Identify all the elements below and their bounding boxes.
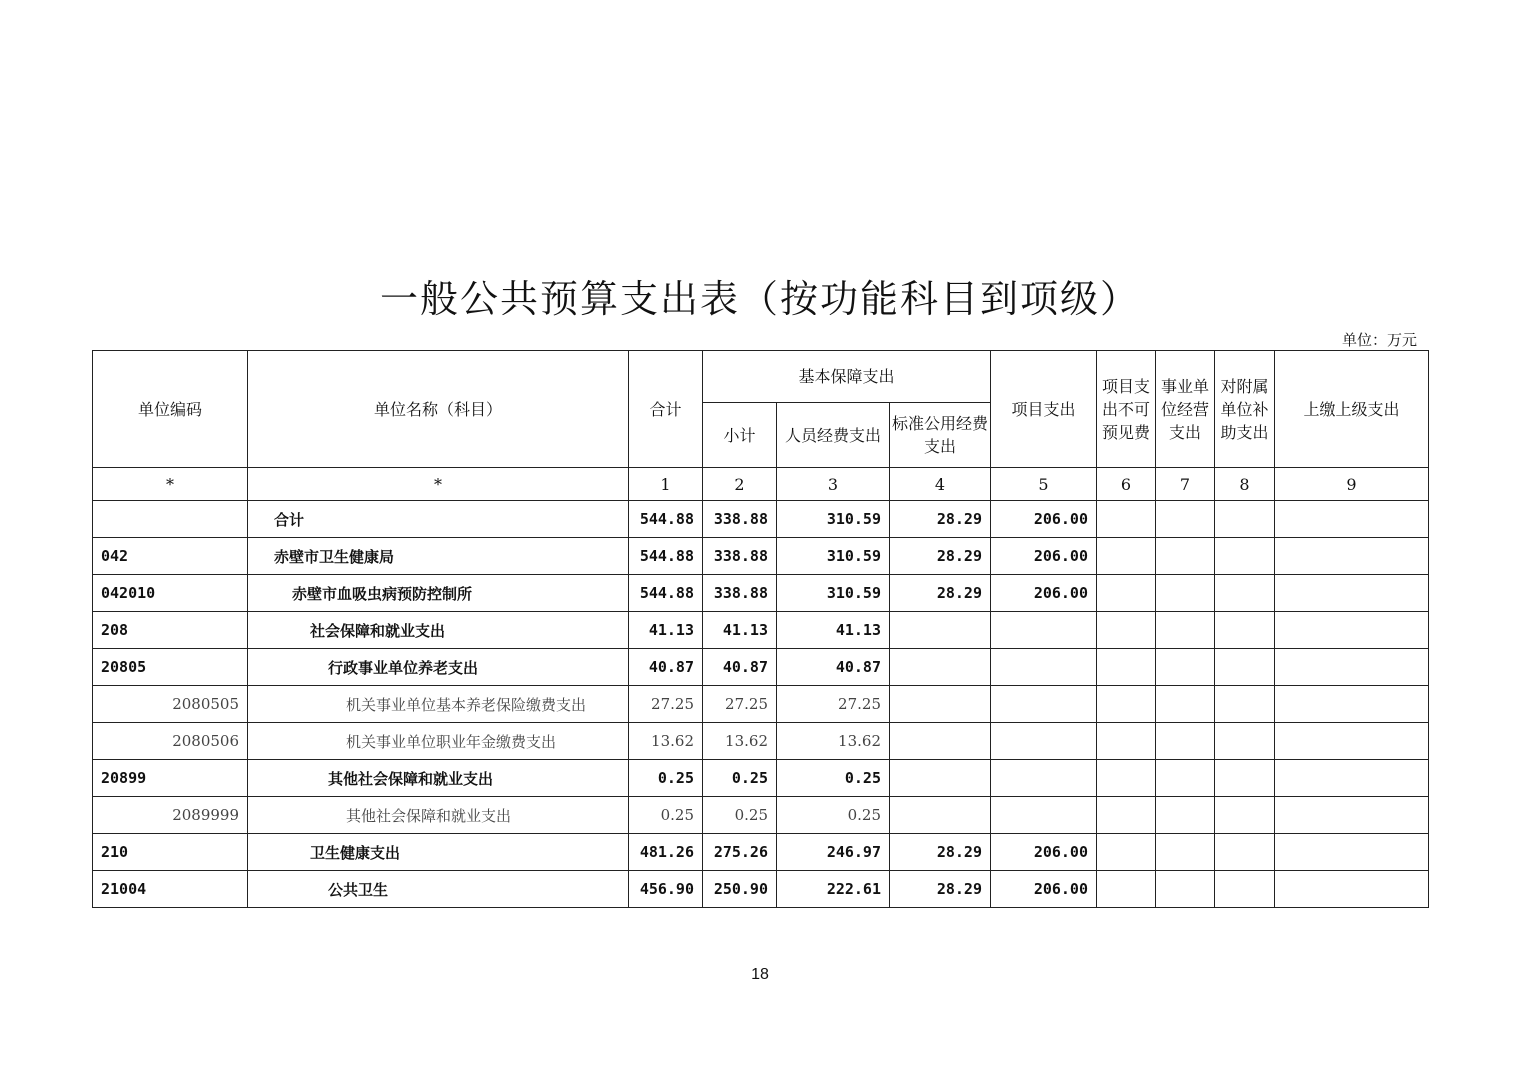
cell-name: 赤壁市卫生健康局 xyxy=(248,538,629,575)
table-row xyxy=(93,612,1429,649)
cell-empty xyxy=(1097,797,1156,834)
cell-code: 042010 xyxy=(93,575,248,612)
cell-name: 赤壁市血吸虫病预防控制所 xyxy=(248,575,629,612)
cell-empty xyxy=(1156,575,1215,612)
cell-total: 544.88 xyxy=(629,575,703,612)
cell-personnel: 0.25 xyxy=(777,797,890,834)
cell-code: 2080505 xyxy=(93,686,248,723)
index-cell: 8 xyxy=(1215,468,1275,501)
cell-name: 其他社会保障和就业支出 xyxy=(248,797,629,834)
cell-project: 206.00 xyxy=(991,538,1097,575)
cell-standard xyxy=(890,686,991,723)
cell-name: 机关事业单位基本养老保险缴费支出 xyxy=(248,686,629,723)
cell-empty xyxy=(1275,686,1429,723)
cell-project: 206.00 xyxy=(991,575,1097,612)
index-cell: 6 xyxy=(1097,468,1156,501)
cell-project xyxy=(991,723,1097,760)
cell-code: 20805 xyxy=(93,649,248,686)
cell-standard: 28.29 xyxy=(890,501,991,538)
index-cell: 7 xyxy=(1156,468,1215,501)
table-row xyxy=(93,686,1429,723)
cell-standard: 28.29 xyxy=(890,871,991,908)
cell-code: 2080506 xyxy=(93,723,248,760)
cell-personnel: 13.62 xyxy=(777,723,890,760)
cell-subtotal: 41.13 xyxy=(703,612,777,649)
table-row xyxy=(93,649,1429,686)
cell-standard: 28.29 xyxy=(890,575,991,612)
cell-empty xyxy=(1215,760,1275,797)
cell-empty xyxy=(1215,501,1275,538)
index-cell: 1 xyxy=(629,468,703,501)
header-row-1 xyxy=(93,351,1429,403)
cell-total: 544.88 xyxy=(629,501,703,538)
cell-empty xyxy=(1097,834,1156,871)
cell-empty xyxy=(1097,723,1156,760)
cell-empty xyxy=(1275,575,1429,612)
header-name: 单位名称（科目） xyxy=(248,351,629,468)
cell-empty xyxy=(1097,501,1156,538)
cell-empty xyxy=(1097,612,1156,649)
cell-total: 27.25 xyxy=(629,686,703,723)
table-row xyxy=(93,871,1429,908)
index-cell: 2 xyxy=(703,468,777,501)
index-cell: 9 xyxy=(1275,468,1429,501)
cell-subtotal: 13.62 xyxy=(703,723,777,760)
cell-name: 卫生健康支出 xyxy=(248,834,629,871)
cell-project xyxy=(991,649,1097,686)
cell-personnel: 40.87 xyxy=(777,649,890,686)
cell-subtotal: 250.90 xyxy=(703,871,777,908)
cell-empty xyxy=(1215,871,1275,908)
index-cell: 5 xyxy=(991,468,1097,501)
cell-project xyxy=(991,760,1097,797)
cell-standard xyxy=(890,723,991,760)
cell-empty xyxy=(1275,538,1429,575)
table-row xyxy=(93,797,1429,834)
cell-empty xyxy=(1156,871,1215,908)
cell-personnel: 246.97 xyxy=(777,834,890,871)
cell-project xyxy=(991,612,1097,649)
cell-empty xyxy=(1097,649,1156,686)
cell-empty xyxy=(1156,538,1215,575)
table-row xyxy=(93,501,1429,538)
cell-project: 206.00 xyxy=(991,871,1097,908)
cell-name: 机关事业单位职业年金缴费支出 xyxy=(248,723,629,760)
cell-project xyxy=(991,686,1097,723)
table-row xyxy=(93,723,1429,760)
cell-empty xyxy=(1097,760,1156,797)
header-upper: 上缴上级支出 xyxy=(1275,351,1429,468)
cell-personnel: 310.59 xyxy=(777,501,890,538)
cell-personnel: 222.61 xyxy=(777,871,890,908)
cell-code: 20899 xyxy=(93,760,248,797)
header-unforeseen: 项目支出不可预见费 xyxy=(1097,351,1156,468)
cell-empty xyxy=(1215,797,1275,834)
cell-code: 042 xyxy=(93,538,248,575)
cell-empty xyxy=(1275,649,1429,686)
cell-project xyxy=(991,797,1097,834)
cell-subtotal: 0.25 xyxy=(703,797,777,834)
cell-standard xyxy=(890,649,991,686)
cell-name: 行政事业单位养老支出 xyxy=(248,649,629,686)
header-personnel: 人员经费支出 xyxy=(777,403,890,468)
header-subsidy: 对附属单位补助支出 xyxy=(1215,351,1275,468)
cell-empty xyxy=(1275,871,1429,908)
cell-subtotal: 27.25 xyxy=(703,686,777,723)
cell-code: 2089999 xyxy=(93,797,248,834)
cell-empty xyxy=(1275,760,1429,797)
cell-standard xyxy=(890,797,991,834)
table-row xyxy=(93,760,1429,797)
unit-note: 单位：万元 xyxy=(1341,331,1417,349)
cell-standard: 28.29 xyxy=(890,538,991,575)
cell-code: 210 xyxy=(93,834,248,871)
cell-empty xyxy=(1097,871,1156,908)
header-subtotal: 小计 xyxy=(703,403,777,468)
page-title: 一般公共预算支出表（按功能科目到项级） xyxy=(379,277,1140,321)
cell-total: 456.90 xyxy=(629,871,703,908)
cell-empty xyxy=(1215,723,1275,760)
cell-standard xyxy=(890,612,991,649)
cell-empty xyxy=(1156,723,1215,760)
cell-empty xyxy=(1156,612,1215,649)
cell-subtotal: 338.88 xyxy=(703,538,777,575)
cell-personnel: 310.59 xyxy=(777,575,890,612)
table-row xyxy=(93,575,1429,612)
cell-empty xyxy=(1215,612,1275,649)
cell-name: 社会保障和就业支出 xyxy=(248,612,629,649)
cell-empty xyxy=(1275,612,1429,649)
cell-total: 544.88 xyxy=(629,538,703,575)
cell-total: 41.13 xyxy=(629,612,703,649)
cell-subtotal: 338.88 xyxy=(703,501,777,538)
cell-code: 208 xyxy=(93,612,248,649)
cell-total: 13.62 xyxy=(629,723,703,760)
cell-empty xyxy=(1097,538,1156,575)
cell-standard xyxy=(890,760,991,797)
index-cell: * xyxy=(248,468,629,501)
cell-subtotal: 275.26 xyxy=(703,834,777,871)
table-row xyxy=(93,834,1429,871)
cell-empty xyxy=(1275,723,1429,760)
table-row xyxy=(93,538,1429,575)
cell-empty xyxy=(1275,797,1429,834)
cell-total: 481.26 xyxy=(629,834,703,871)
cell-empty xyxy=(1215,649,1275,686)
cell-empty xyxy=(1215,834,1275,871)
cell-empty xyxy=(1097,686,1156,723)
cell-empty xyxy=(1156,797,1215,834)
cell-total: 0.25 xyxy=(629,797,703,834)
index-cell: 4 xyxy=(890,468,991,501)
cell-empty xyxy=(1215,686,1275,723)
cell-name: 公共卫生 xyxy=(248,871,629,908)
cell-personnel: 41.13 xyxy=(777,612,890,649)
index-cell: 3 xyxy=(777,468,890,501)
cell-empty xyxy=(1156,501,1215,538)
cell-empty xyxy=(1097,575,1156,612)
header-standard-public: 标准公用经费支出 xyxy=(890,403,991,468)
header-total: 合计 xyxy=(629,351,703,468)
header-business: 事业单位经营支出 xyxy=(1156,351,1215,468)
cell-name: 合计 xyxy=(248,501,629,538)
cell-subtotal: 0.25 xyxy=(703,760,777,797)
cell-empty xyxy=(1156,834,1215,871)
cell-code: 21004 xyxy=(93,871,248,908)
cell-empty xyxy=(1156,760,1215,797)
index-row xyxy=(93,468,1429,501)
page-number: 18 xyxy=(751,966,769,983)
cell-personnel: 27.25 xyxy=(777,686,890,723)
cell-personnel: 310.59 xyxy=(777,538,890,575)
cell-empty xyxy=(1215,575,1275,612)
cell-total: 40.87 xyxy=(629,649,703,686)
cell-name: 其他社会保障和就业支出 xyxy=(248,760,629,797)
index-cell: * xyxy=(93,468,248,501)
cell-personnel: 0.25 xyxy=(777,760,890,797)
cell-project: 206.00 xyxy=(991,834,1097,871)
cell-code xyxy=(93,501,248,538)
cell-total: 0.25 xyxy=(629,760,703,797)
cell-standard: 28.29 xyxy=(890,834,991,871)
cell-empty xyxy=(1156,686,1215,723)
header-code: 单位编码 xyxy=(93,351,248,468)
cell-subtotal: 40.87 xyxy=(703,649,777,686)
header-basic-group: 基本保障支出 xyxy=(703,351,991,403)
cell-empty xyxy=(1275,834,1429,871)
header-project: 项目支出 xyxy=(991,351,1097,468)
cell-subtotal: 338.88 xyxy=(703,575,777,612)
cell-empty xyxy=(1275,501,1429,538)
cell-project: 206.00 xyxy=(991,501,1097,538)
cell-empty xyxy=(1156,649,1215,686)
budget-table xyxy=(92,350,1429,908)
cell-empty xyxy=(1215,538,1275,575)
